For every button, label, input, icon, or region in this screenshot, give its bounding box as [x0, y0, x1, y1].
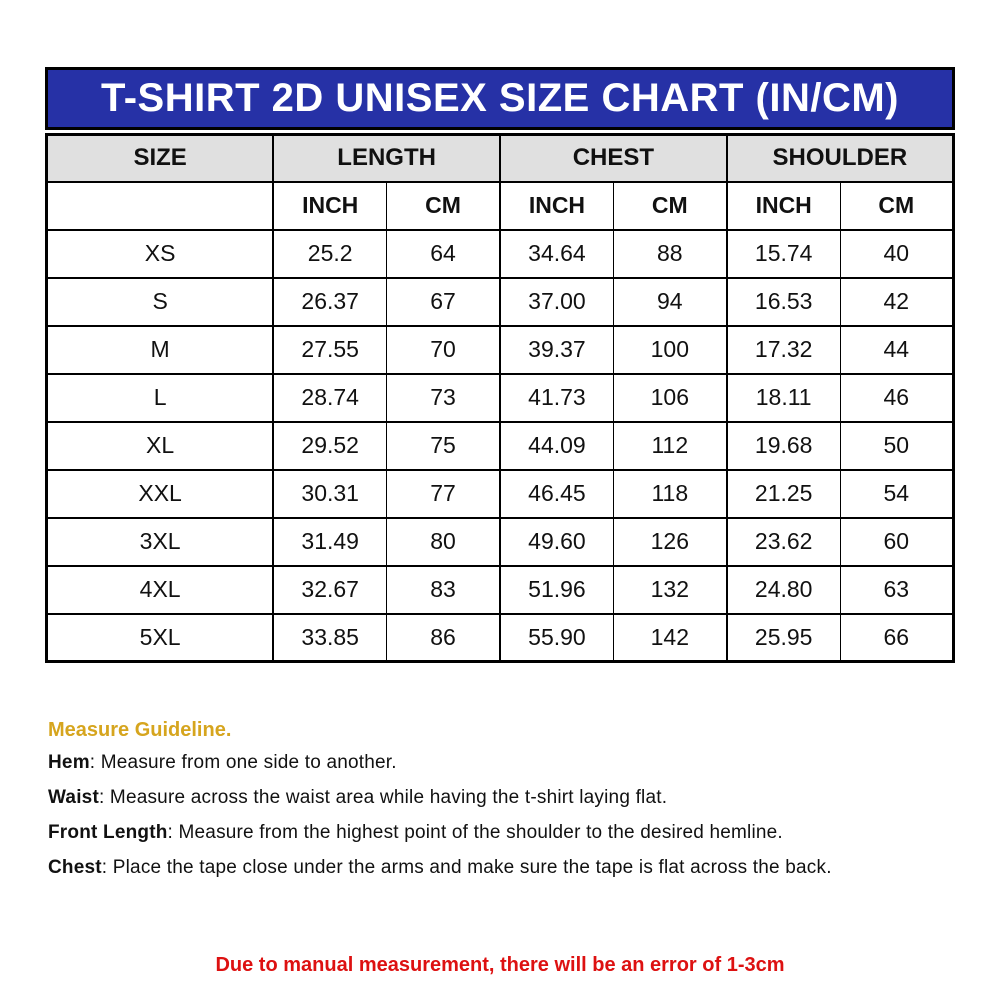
table-row	[47, 230, 954, 278]
value-cell: 23.62	[727, 518, 840, 566]
value-cell: 31.49	[273, 518, 386, 566]
guideline-term: Waist	[48, 787, 99, 808]
measurement-error-note: Due to manual measurement, there will be an error of 1-3cm	[215, 954, 785, 976]
column-header-chest: CHEST	[500, 135, 727, 182]
value-cell: 100	[613, 326, 726, 374]
value-cell: 44	[840, 326, 953, 374]
unit-header-chest-cm: CM	[613, 182, 726, 230]
size-cell: XXL	[47, 470, 274, 518]
table-group-header-row	[47, 135, 954, 182]
value-cell: 51.96	[500, 566, 613, 614]
guideline-description: : Measure from one side to another.	[89, 752, 397, 773]
value-cell: 106	[613, 374, 726, 422]
guideline-term: Chest	[48, 857, 102, 878]
guideline-item	[48, 787, 955, 809]
table-row	[47, 614, 954, 662]
column-header-length: LENGTH	[273, 135, 500, 182]
value-cell: 15.74	[727, 230, 840, 278]
value-cell: 25.95	[727, 614, 840, 662]
table-row	[47, 422, 954, 470]
value-cell: 44.09	[500, 422, 613, 470]
value-cell: 34.64	[500, 230, 613, 278]
value-cell: 60	[840, 518, 953, 566]
value-cell: 29.52	[273, 422, 386, 470]
size-cell: S	[47, 278, 274, 326]
value-cell: 26.37	[273, 278, 386, 326]
value-cell: 50	[840, 422, 953, 470]
value-cell: 42	[840, 278, 953, 326]
value-cell: 63	[840, 566, 953, 614]
unit-header-length-cm: CM	[387, 182, 500, 230]
size-table-body	[47, 230, 954, 662]
size-table	[45, 133, 955, 663]
value-cell: 17.32	[727, 326, 840, 374]
value-cell: 46	[840, 374, 953, 422]
value-cell: 94	[613, 278, 726, 326]
guideline-item	[48, 752, 955, 774]
value-cell: 112	[613, 422, 726, 470]
unit-header-blank	[47, 182, 274, 230]
value-cell: 86	[387, 614, 500, 662]
column-header-size: SIZE	[47, 135, 274, 182]
table-row	[47, 518, 954, 566]
value-cell: 126	[613, 518, 726, 566]
value-cell: 30.31	[273, 470, 386, 518]
value-cell: 18.11	[727, 374, 840, 422]
value-cell: 49.60	[500, 518, 613, 566]
size-cell: 5XL	[47, 614, 274, 662]
value-cell: 39.37	[500, 326, 613, 374]
value-cell: 19.68	[727, 422, 840, 470]
measure-guideline	[48, 719, 955, 879]
size-cell: M	[47, 326, 274, 374]
table-unit-header-row	[47, 182, 954, 230]
size-cell: 3XL	[47, 518, 274, 566]
size-cell: 4XL	[47, 566, 274, 614]
guideline-heading: Measure Guideline.	[48, 719, 232, 741]
table-row	[47, 374, 954, 422]
size-cell: XS	[47, 230, 274, 278]
guideline-list	[48, 752, 955, 879]
unit-header-chest-inch: INCH	[500, 182, 613, 230]
value-cell: 24.80	[727, 566, 840, 614]
unit-header-length-inch: INCH	[273, 182, 386, 230]
page-title: T-SHIRT 2D UNISEX SIZE CHART (IN/CM)	[100, 76, 900, 120]
title-banner	[45, 67, 955, 130]
table-row	[47, 326, 954, 374]
value-cell: 77	[387, 470, 500, 518]
size-chart-sheet	[45, 67, 955, 892]
value-cell: 27.55	[273, 326, 386, 374]
value-cell: 73	[387, 374, 500, 422]
guideline-item	[48, 857, 955, 879]
value-cell: 83	[387, 566, 500, 614]
value-cell: 37.00	[500, 278, 613, 326]
value-cell: 64	[387, 230, 500, 278]
value-cell: 21.25	[727, 470, 840, 518]
table-row	[47, 566, 954, 614]
value-cell: 118	[613, 470, 726, 518]
value-cell: 66	[840, 614, 953, 662]
value-cell: 16.53	[727, 278, 840, 326]
value-cell: 40	[840, 230, 953, 278]
value-cell: 25.2	[273, 230, 386, 278]
value-cell: 28.74	[273, 374, 386, 422]
value-cell: 41.73	[500, 374, 613, 422]
value-cell: 70	[387, 326, 500, 374]
value-cell: 88	[613, 230, 726, 278]
guideline-term: Hem	[48, 752, 90, 773]
table-row	[47, 470, 954, 518]
guideline-description: : Measure across the waist area while having the t-shirt laying flat.	[98, 787, 668, 808]
value-cell: 46.45	[500, 470, 613, 518]
unit-header-shoulder-cm: CM	[840, 182, 953, 230]
guideline-term: Front Length	[48, 822, 168, 843]
guideline-description: : Measure from the highest point of the shoulder to the desired hemline.	[167, 822, 783, 843]
value-cell: 132	[613, 566, 726, 614]
value-cell: 33.85	[273, 614, 386, 662]
value-cell: 32.67	[273, 566, 386, 614]
column-header-shoulder: SHOULDER	[727, 135, 954, 182]
size-cell: L	[47, 374, 274, 422]
unit-header-shoulder-inch: INCH	[727, 182, 840, 230]
value-cell: 55.90	[500, 614, 613, 662]
value-cell: 142	[613, 614, 726, 662]
value-cell: 67	[387, 278, 500, 326]
value-cell: 75	[387, 422, 500, 470]
size-cell: XL	[47, 422, 274, 470]
value-cell: 80	[387, 518, 500, 566]
guideline-description: : Place the tape close under the arms and make sure the tape is flat across the back.	[101, 857, 832, 878]
value-cell: 54	[840, 470, 953, 518]
table-row	[47, 278, 954, 326]
guideline-item	[48, 822, 955, 844]
